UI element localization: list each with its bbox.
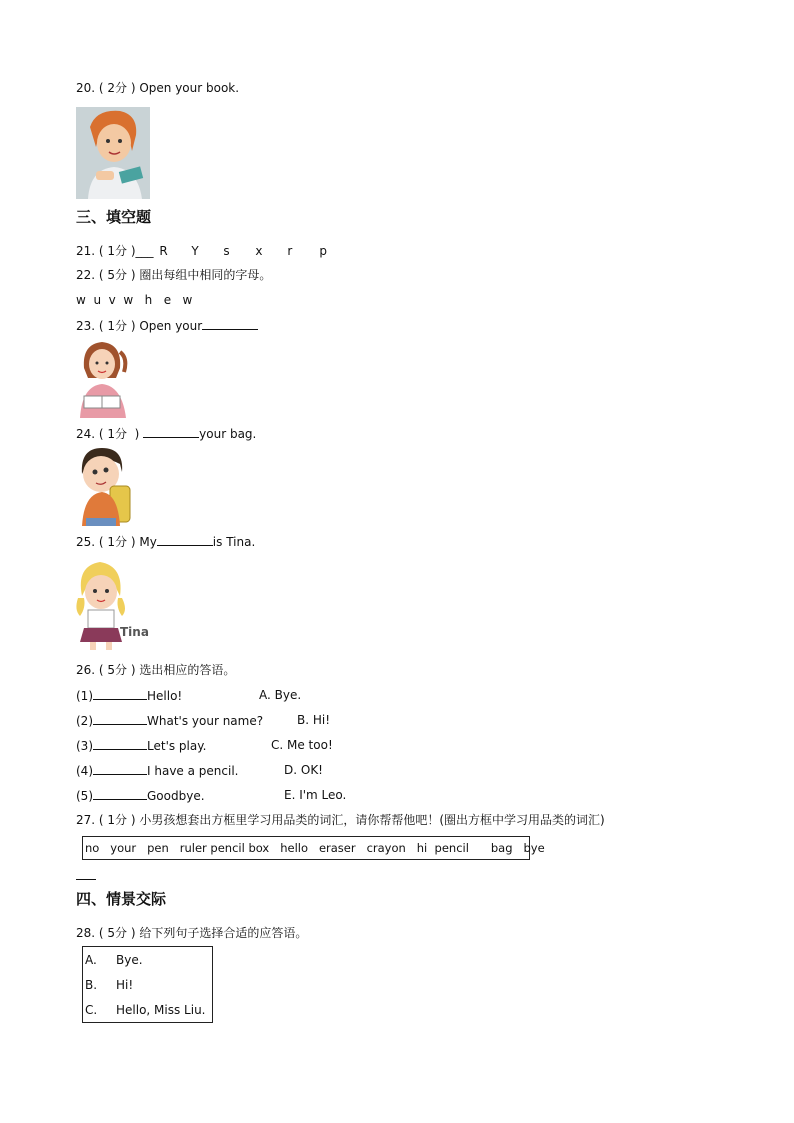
option-letter: C.: [85, 1003, 98, 1017]
q25-suffix: is Tina.: [212, 535, 256, 549]
q21-label: 21. ( 1分 ): [76, 244, 136, 258]
q25-answer-blank[interactable]: [157, 533, 213, 546]
q26-item: [76, 712, 263, 729]
q26-item-num: (3): [76, 739, 93, 753]
boy-with-bag-image: [76, 446, 132, 528]
q21-line: [76, 243, 351, 259]
q23-answer-blank[interactable]: [202, 317, 258, 330]
q25-prefix: 25. ( 1分 ) My: [76, 535, 157, 549]
q26-item-num: (2): [76, 714, 93, 728]
q25-line: [76, 533, 255, 550]
q22-letters: w u v w h e w: [76, 293, 193, 307]
q26-item-text: Let's play.: [147, 739, 207, 753]
q21-letter: Y: [191, 244, 199, 258]
option-letter: B.: [85, 978, 98, 992]
q26-item: [76, 737, 206, 754]
q21-letter: R: [159, 244, 168, 258]
word-box-words[interactable]: no your pen ruler pencil box hello eraser crayon hi pencil bag bye: [85, 841, 545, 855]
q26-item-blank[interactable]: [93, 687, 147, 700]
option-letter: A.: [85, 953, 97, 967]
option-text: Bye.: [116, 953, 143, 967]
option-text: Hi!: [116, 978, 134, 992]
q26-item-num: (1): [76, 689, 93, 703]
q23-prefix: 23. ( 1分 ) Open your: [76, 319, 203, 333]
q26-item-blank[interactable]: [93, 737, 147, 750]
q27-label: 27. ( 1分 ) 小男孩想套出方框里学习用品类的词汇，请你帮帮他吧！(圈出方框中学习用品类的词汇): [76, 813, 605, 827]
answer-options-box: [82, 946, 213, 1023]
tina-caption: Tina: [120, 625, 149, 639]
word-box: [82, 836, 545, 860]
boy-opening-book-image: [76, 107, 150, 199]
q26-item-text: Goodbye.: [147, 789, 205, 803]
q21-letter: p: [319, 244, 327, 258]
q26-item-text: What's your name?: [147, 714, 264, 728]
q26-item-blank[interactable]: [93, 762, 147, 775]
q23-line: [76, 317, 258, 334]
q26-option: A. Bye.: [259, 688, 302, 702]
girl-reading-book-image: [76, 338, 128, 418]
section-3-title: 三、填空题: [76, 208, 152, 226]
q21-blank: ___: [135, 244, 154, 258]
q26-label: 26. ( 5分 ) 选出相应的答语。: [76, 663, 236, 677]
q21-letter: r: [287, 244, 293, 258]
q26-item: [76, 762, 238, 779]
q26-option: E. I'm Leo.: [284, 788, 347, 802]
q26-item-num: (4): [76, 764, 93, 778]
q26-option: B. Hi!: [297, 713, 331, 727]
option-text: Hello, Miss Liu.: [116, 1003, 206, 1017]
q22-label: 22. ( 5分 ) 圈出每组中相同的字母。: [76, 268, 272, 282]
q26-item: [76, 787, 205, 804]
q26-option: C. Me too!: [271, 738, 333, 752]
q26-item: [76, 687, 182, 704]
q26-item-blank[interactable]: [93, 787, 147, 800]
q21-letter: s: [223, 244, 230, 258]
q28-label: 28. ( 5分 ) 给下列句子选择合适的应答语。: [76, 926, 308, 940]
girl-tina-image: [74, 558, 150, 650]
q26-item-text: Hello!: [147, 689, 183, 703]
q21-letter: x: [255, 244, 263, 258]
section-4-title: 四、情景交际: [76, 890, 167, 908]
q26-item-text: I have a pencil.: [147, 764, 239, 778]
q20-label: 20. ( 2分 ) Open your book.: [76, 81, 240, 95]
divider: [76, 879, 96, 880]
q24-answer-blank[interactable]: [143, 425, 199, 438]
q24-suffix: your bag.: [199, 427, 257, 441]
q26-item-num: (5): [76, 789, 93, 803]
q26-option: D. OK!: [284, 763, 323, 777]
q24-line: [76, 425, 256, 442]
q26-item-blank[interactable]: [93, 712, 147, 725]
q24-prefix: 24. ( 1分 ): [76, 427, 144, 441]
